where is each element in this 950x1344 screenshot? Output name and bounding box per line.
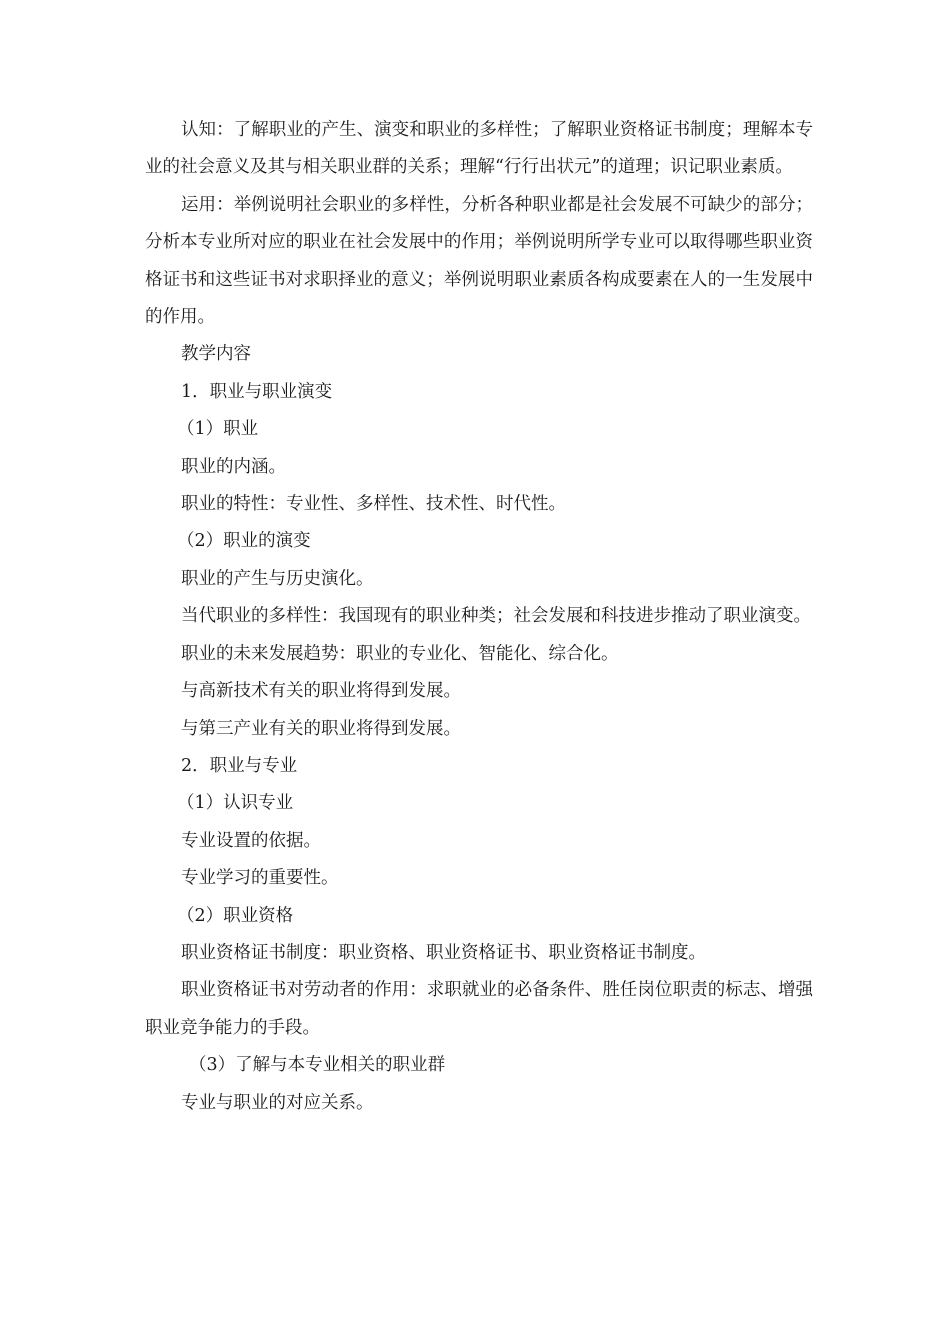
paragraph: 职业资格证书制度：职业资格、职业资格证书、职业资格证书制度。 — [181, 942, 706, 963]
subsection-heading: （2）职业的演变 — [177, 531, 311, 552]
paragraph: 当代职业的多样性：我国现有的职业种类；社会发展和科技进步推动了职业演变。 — [181, 606, 811, 627]
document-body — [145, 112, 813, 1122]
paragraph-application: 运用：举例说明社会职业的多样性，分析各种职业都是社会发展不可缺少的部分；分析本专业所对应的职业在社会发展中的作用；举例说明所学专业可以取得哪些职业资格证书和这些证书对求职择业的意义；举例说明职业素质各构成要素在人的一生发展中的作用。 — [145, 194, 813, 328]
subsection-heading: （1）认识专业 — [177, 793, 294, 814]
section-heading-2: 2．职业与专业 — [181, 755, 298, 776]
paragraph: 与高新技术有关的职业将得到发展。 — [181, 681, 461, 702]
subsection-heading: （3）了解与本专业相关的职业群 — [189, 1055, 446, 1076]
section-heading-1: 1．职业与职业演变 — [181, 381, 333, 402]
paragraph-cognition: 认知：了解职业的产生、演变和职业的多样性；了解职业资格证书制度；理解本专业的社会意义及其与相关职业群的关系；理解“行行出状元”的道理；识记职业素质。 — [145, 120, 813, 178]
paragraph: 职业的特性：专业性、多样性、技术性、时代性。 — [181, 494, 566, 515]
paragraph: 职业的内涵。 — [181, 456, 286, 477]
paragraph: 职业的未来发展趋势：职业的专业化、智能化、综合化。 — [181, 643, 619, 664]
paragraph: 与第三产业有关的职业将得到发展。 — [181, 718, 461, 739]
paragraph: 职业的产生与历史演化。 — [181, 568, 374, 589]
subsection-heading: （1）职业 — [177, 419, 259, 440]
paragraph: 专业学习的重要性。 — [181, 868, 339, 889]
paragraph: 职业资格证书对劳动者的作用：求职就业的必备条件、胜任岗位职责的标志、增强职业竞争能力的手段。 — [145, 980, 813, 1038]
paragraph: 专业与职业的对应关系。 — [181, 1092, 374, 1113]
subsection-heading: （2）职业资格 — [177, 905, 294, 926]
section-heading-teaching-content: 教学内容 — [181, 344, 251, 365]
paragraph: 专业设置的依据。 — [181, 830, 321, 851]
